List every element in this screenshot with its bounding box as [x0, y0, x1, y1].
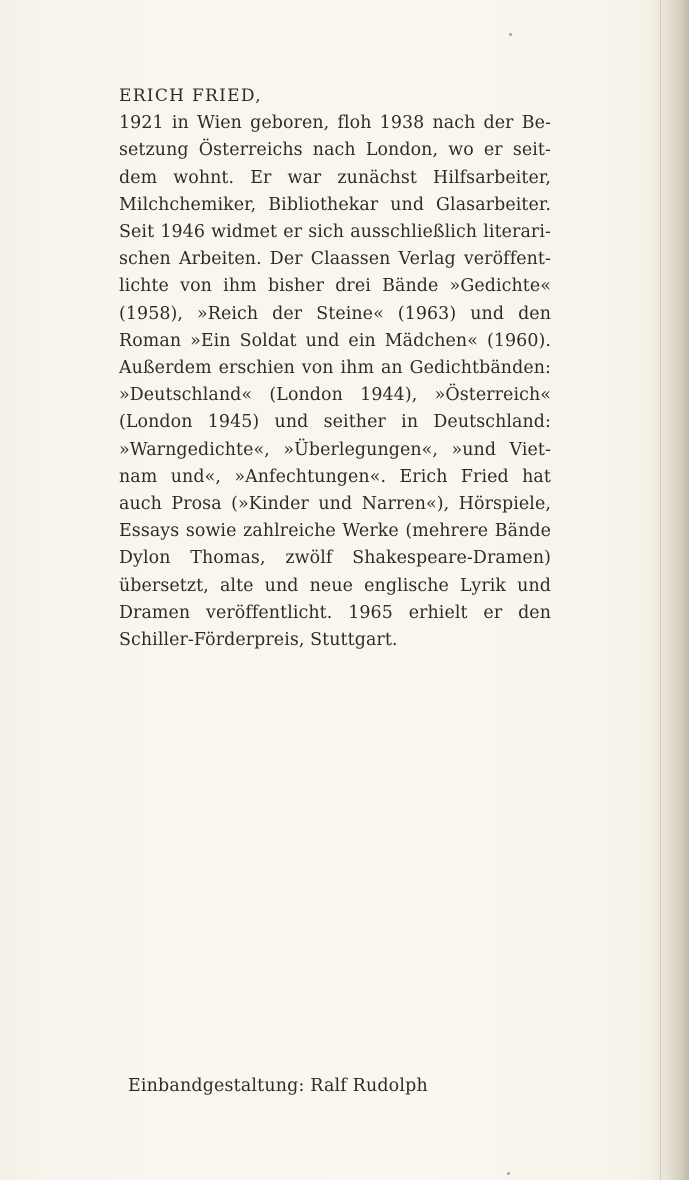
cover-design-credit: Einbandgestaltung: Ralf Rudolph — [128, 1076, 428, 1096]
author-name: ERICH FRIED, — [119, 86, 262, 106]
bio-line: (London 1945) und seither in Deutschland: — [119, 412, 551, 433]
spine-fold-line — [660, 0, 661, 1180]
bio-line: (1958), »Reich der Steine« (1963) und den — [119, 303, 551, 324]
bio-line: Roman »Ein Soldat und ein Mädchen« (1960). — [119, 330, 551, 351]
bio-line: »Deutschland« (London 1944), »Österreich« — [119, 385, 551, 406]
bio-line: übersetzt, alte und neue englische Lyrik und — [119, 575, 551, 596]
paper-speck — [507, 1172, 510, 1175]
bio-line: 1921 in Wien geboren, floh 1938 nach der Be- — [119, 113, 551, 134]
bio-line: Dramen veröffentlicht. 1965 erhielt er den — [119, 602, 551, 623]
bio-line-last: Schiller-Förderpreis, Stuttgart. — [119, 630, 398, 651]
bio-line: auch Prosa (»Kinder und Narren«), Hörspiele, — [119, 494, 551, 515]
bio-line: dem wohnt. Er war zunächst Hilfsarbeiter, — [119, 167, 551, 188]
bio-line: lichte von ihm bisher drei Bände »Gedichte« — [119, 276, 551, 297]
bio-line: »Warngedichte«, »Überlegungen«, »und Viet- — [119, 439, 551, 460]
bio-line: Seit 1946 widmet er sich ausschließlich literari- — [119, 222, 551, 243]
bio-line: Milchchemiker, Bibliothekar und Glasarbeiter. — [119, 194, 551, 215]
paper-speck — [509, 33, 512, 36]
bio-line: Außerdem erschien von ihm an Gedichtbänden: — [119, 358, 551, 379]
bio-line: setzung Österreichs nach London, wo er seit- — [119, 140, 551, 161]
spine-shadow — [651, 0, 689, 1180]
bio-line: Essays sowie zahlreiche Werke (mehrere Bände — [119, 521, 551, 542]
bio-line: schen Arbeiten. Der Claassen Verlag veröffent- — [119, 249, 551, 270]
bio-line: Dylon Thomas, zwölf Shakespeare-Dramen) — [119, 548, 551, 569]
bio-line: nam und«, »Anfechtungen«. Erich Fried hat — [119, 466, 551, 487]
author-biography — [119, 83, 551, 654]
